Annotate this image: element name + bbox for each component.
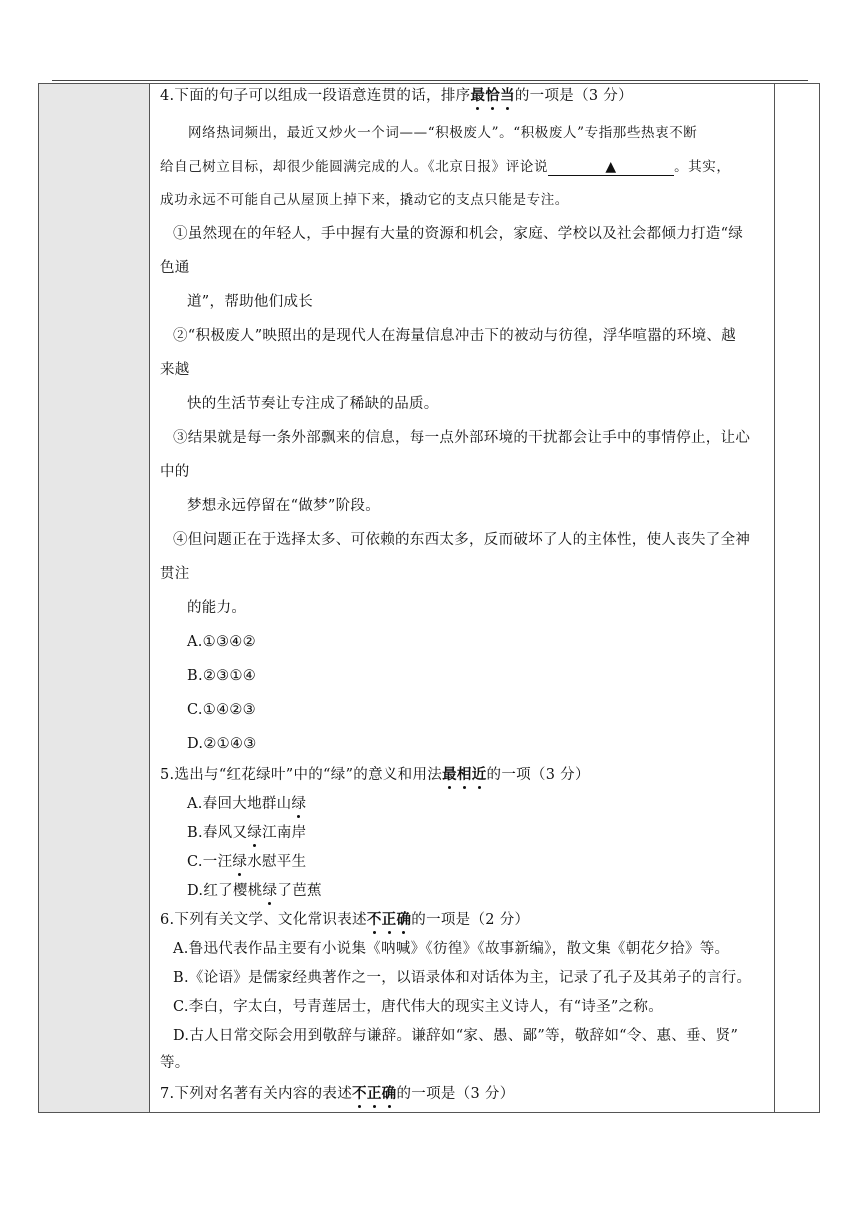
q7-emphasis-char: 确 <box>381 1085 397 1102</box>
q4-passage-line-2 <box>160 157 730 177</box>
q5-option-d-mark: 绿 <box>262 883 278 899</box>
q4-sentence-1-line-3: 道”，帮助他们成长 <box>187 294 314 310</box>
q6-emphasis-char: 不 <box>366 911 382 928</box>
q4-sentence-1-line-1: ①虽然现在的年轻人，手中握有大量的资源和机会，家庭、学校以及社会都倾力打造“绿 <box>173 226 744 242</box>
q4-stem-score: 的一项是（3 分） <box>514 88 633 104</box>
q4-passage-line-1: 网络热词频出，最近又炒火一个词——“积极废人”。“积极废人”专指那些热衷不断 <box>188 125 698 141</box>
q4-sentence-2-line-3: 快的生活节奏让专注成了稀缺的品质。 <box>187 396 439 412</box>
q5-option-b-post: 江南岸 <box>262 825 307 841</box>
q4-sentence-4-line-2: 贯注 <box>160 566 190 582</box>
q6-stem-score: 的一项是（2 分） <box>411 912 530 928</box>
q4-passage-line-3: 成功永远不可能自己从屋顶上掉下来，撬动它的支点只能是专注。 <box>160 192 569 208</box>
q7-emphasis-char: 正 <box>366 1085 382 1102</box>
q5-option-c-mark: 绿 <box>232 854 248 870</box>
q4-answer-blank <box>548 159 674 176</box>
q5-stem-text: 5.选出与“红花绿叶”中的“绿”的意义和用法 <box>160 767 443 783</box>
q4-sentence-2-line-2: 来越 <box>160 362 190 378</box>
q6-stem-text: 6.下列有关文学、文化常识表述 <box>160 912 367 928</box>
q4-sentence-4-line-1: ④但问题正在于选择太多、可依赖的东西太多，反而破坏了人的主体性，使人丧失了全神 <box>173 532 751 548</box>
q6-emphasis-char: 确 <box>396 911 412 928</box>
q4-sentence-2-line-1: ②“积极废人”映照出的是现代人在海量信息冲击下的被动与彷徨，浮华喧嚣的环境、越 <box>173 328 737 344</box>
q4-emphasis <box>470 87 514 104</box>
q4-option-a: A.①③④② <box>187 634 256 650</box>
q5-emphasis <box>442 766 486 783</box>
q5-stem <box>160 765 590 785</box>
q4-sentence-3-line-3: 梦想永远停留在“做梦”阶段。 <box>187 498 381 514</box>
q4-option-d: D.②①④③ <box>187 736 257 752</box>
left-margin-column <box>39 84 150 1112</box>
q6-emphasis-char: 正 <box>381 911 397 928</box>
q4-sentence-3-line-2: 中的 <box>160 464 190 480</box>
q5-option-c-post: 水慰平生 <box>247 854 307 870</box>
right-score-column <box>774 84 819 1112</box>
q4-passage-line-2-text: 给自己树立目标，却很少能圆满完成的人。《北京日报》评论说 <box>160 159 549 175</box>
q6-option-b: B.《论语》是儒家经典著作之一，以语录体和对话体为主，记录了孔子及其弟子的言行。 <box>173 970 752 986</box>
q7-stem-text: 7.下列对名著有关内容的表述 <box>160 1086 353 1102</box>
q6-option-a: A.鲁迅代表作品主要有小说集《呐喊》《彷徨》《故事新编》，散文集《朝花夕拾》等。 <box>173 941 730 957</box>
header-rule <box>52 80 808 81</box>
q5-option-d <box>187 881 322 901</box>
triangle-marker-icon: ▲ <box>605 159 617 175</box>
q4-option-c: C.①④②③ <box>187 702 256 718</box>
q4-emphasis-char: 恰 <box>485 87 501 104</box>
q4-sentence-4-line-3: 的能力。 <box>187 600 247 616</box>
q7-emphasis <box>352 1085 396 1102</box>
q5-emphasis-char: 最 <box>442 766 457 783</box>
q5-stem-score: 的一项（3 分） <box>486 767 590 783</box>
q4-stem <box>160 86 633 106</box>
q7-emphasis-char: 不 <box>352 1085 367 1102</box>
q4-sentence-1-line-2: 色通 <box>160 260 190 276</box>
q5-option-a <box>187 794 306 814</box>
q7-stem-score: 的一项是（3 分） <box>396 1086 515 1102</box>
q6-option-d-cont: 等。 <box>160 1055 190 1071</box>
q5-option-b <box>187 823 306 843</box>
q4-passage-line-2-tail: 。其实， <box>674 159 731 175</box>
q5-option-b-mark: 绿 <box>247 825 263 841</box>
q4-stem-text: 4.下面的句子可以组成一段语意连贯的话，排序 <box>160 88 471 104</box>
q5-option-c <box>187 852 306 872</box>
q5-emphasis-char: 相 <box>456 766 472 783</box>
q4-emphasis-char: 当 <box>500 87 515 104</box>
q7-stem <box>160 1084 515 1104</box>
q5-option-a-pre: A.春回大地群山 <box>187 796 292 812</box>
q5-option-c-pre: C.一汪 <box>187 854 233 870</box>
q5-option-d-post: 了芭蕉 <box>277 883 322 899</box>
q5-option-b-pre: B.春风又 <box>187 825 248 841</box>
q4-sentence-3-line-1: ③结果就是每一条外部飘来的信息，每一点外部环境的干扰都会让手中的事情停止，让心 <box>173 430 751 446</box>
q6-option-d: D.古人日常交际会用到敬辞与谦辞。谦辞如“家、愚、鄙”等，敬辞如“令、惠、垂、贤” <box>173 1028 739 1044</box>
q5-option-a-mark: 绿 <box>291 796 307 812</box>
q6-stem <box>160 910 529 930</box>
q5-option-d-pre: D.红了樱桃 <box>187 883 263 899</box>
q6-option-c: C.李白，字太白，号青莲居士，唐代伟大的现实主义诗人，有“诗圣”之称。 <box>173 999 664 1015</box>
q6-emphasis <box>367 911 411 928</box>
q5-emphasis-char: 近 <box>471 766 487 783</box>
q4-option-b: B.②③①④ <box>187 668 257 684</box>
q4-emphasis-char: 最 <box>470 87 486 104</box>
